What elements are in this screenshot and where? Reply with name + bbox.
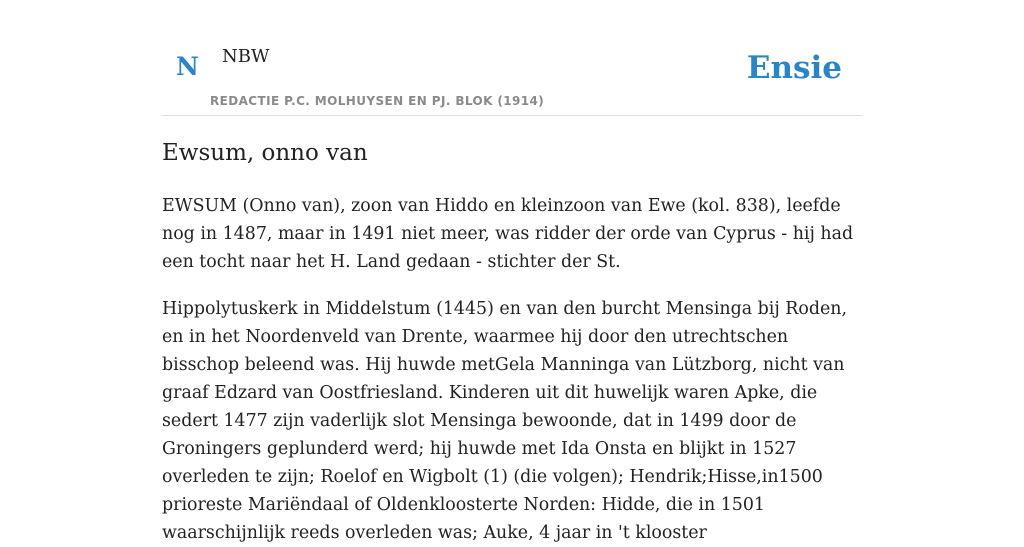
source-subtitle: REDACTIE P.C. MOLHUYSEN EN PJ. BLOK (1914) (210, 94, 545, 108)
source-logo[interactable]: N (176, 52, 199, 81)
header-divider (162, 115, 862, 116)
article-title: Ewsum, onno van (162, 140, 368, 166)
source-name[interactable]: NBW (222, 46, 270, 67)
article-paragraph: EWSUM (Onno van), zoon van Hiddo en kleinzoon van Ewe (kol. 838), leefde nog in 1487, maar in 1491 niet meer, was ridder der orde van Cyprus - hij had een tocht naar het H. Land gedaan - stichter der St. (162, 196, 854, 272)
brand-logo[interactable]: Ensie (746, 50, 842, 86)
article-paragraph: Hippolytuskerk in Middelstum (1445) en van den burcht Mensinga bij Roden, en in het Noordenveld van Drente, waarmee hij door den utrechtschen bisschop beleend was. Hij huwde metGela Manninga van Lützborg, nicht van graaf Edzard van Oostfriesland. Kinderen uit dit huwelijk waren Apke, die sedert 1477 zijn vaderlijk slot Mensinga bewoonde, dat in 1499 door de Groningers geplunderd werd; hij huwde met Ida Onsta en blijkt in 1527 overleden te zijn; Roelof en Wigbolt (1) (die volgen); Hendrik;Hisse,in1500 prioreste Mariëndaal of Oldenkloosterte Norden: Hidde, die in 1501 waarschijnlijk reeds overleden was; Auke, 4 jaar in 't klooster (162, 299, 847, 543)
